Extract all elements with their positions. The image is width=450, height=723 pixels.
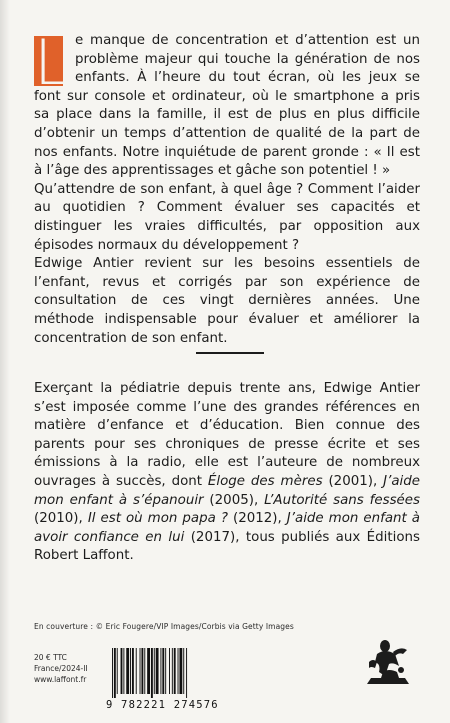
- synopsis-text-3: Edwige Antier revient sur les besoins essentiels de l’enfant, revus et corrigés par son expérience de consultation de ces vingt dernières années. Une méthode indispensable pour évaluer et améliorer la concentration de son enfant.: [34, 256, 420, 346]
- book-title-1: Éloge des mères: [207, 473, 323, 489]
- cover-credits: En couverture : © Eric Fougere/VIP Images/Corbis via Getty Images: [34, 622, 294, 631]
- barcode-bar: [121, 648, 123, 694]
- barcode-bar: [117, 648, 118, 694]
- book-year-4: (2012),: [227, 511, 287, 527]
- barcode-bar: [112, 648, 113, 698]
- barcode-bar: [156, 648, 159, 694]
- edition-label: France/2024-II: [34, 664, 88, 673]
- website-link[interactable]: www.laffont.fr: [34, 675, 87, 684]
- bio-intro: Exerçant la pédiatrie depuis trente ans, Edwige Antier s’est imposée comme l’une des grandes références en matière d’enfance et d’éducation. Bien connue des parents pour ses chroniques de presse écrite et ses émissions à la radio, elle est l’auteure de nombreux ouvrages à succès, dont: [34, 381, 420, 489]
- book-title-3: L’Autorité sans fessées: [264, 492, 420, 508]
- barcode-bar: [132, 648, 134, 694]
- book-year-5: (2017),: [184, 529, 246, 545]
- barcode-bar: [186, 648, 187, 698]
- dropcap-letter: L: [34, 26, 69, 99]
- section-separator: [196, 352, 264, 354]
- barcode-bar: [154, 648, 155, 694]
- book-year-2: (2005),: [203, 492, 265, 508]
- book-title-2: J’aide mon enfant à s’épanouir: [34, 473, 420, 508]
- book-year-1: (2001),: [322, 473, 384, 489]
- barcode-bar: [160, 648, 161, 694]
- barcode-bar: [169, 648, 170, 694]
- isbn-number: 9 782221 274576: [106, 699, 219, 711]
- barcode-bar: [162, 648, 164, 694]
- barcode-bar: [165, 648, 166, 694]
- author-bio: [34, 380, 420, 566]
- barcode-bar: [130, 648, 131, 694]
- barcode-bar: [174, 648, 176, 694]
- dropcap-block: [34, 26, 69, 99]
- barcode-bar: [147, 648, 150, 694]
- barcode-bars: [106, 648, 224, 698]
- barcode: [106, 648, 224, 711]
- barcode-bar: [141, 648, 143, 694]
- barcode-bar: [126, 648, 129, 694]
- book-year-3: (2010),: [34, 511, 88, 527]
- barcode-bar: [123, 648, 124, 694]
- barcode-bar: [183, 648, 184, 694]
- book-title-4: Il est où mon papa ?: [87, 511, 228, 527]
- bio-outro: tous publiés aux Éditions Robert Laffont.: [34, 529, 420, 564]
- barcode-bar: [179, 648, 182, 694]
- price-label: 20 € TTC: [34, 653, 67, 662]
- publisher-logo-icon: [363, 632, 413, 688]
- barcode-bar: [172, 648, 173, 694]
- book-title-5: J’aide mon enfant à avoir confiance en lui: [34, 511, 421, 545]
- barcode-bar: [136, 648, 137, 694]
- spine-shadow: [0, 0, 10, 723]
- barcode-bar: [140, 648, 141, 694]
- synopsis-text-2: Qu’attendre de son enfant, à quel âge ? Comment l’aider au quotidien ? Comment évaluer ses capacités et distinguer les vraies difficultés, par opposition aux épisodes normaux du développement ?: [34, 181, 420, 253]
- synopsis-text-1: e manque de concentration et d’attention est un problème majeur qui touche la génération de nos enfants. À l’heure du tout écran, où les jeux se font sur console et ordinateur, où le smartphone a pris sa place dans la famille, il est de plus en plus difficile d’obtenir un temps d’attention de qualité de la part de nos enfants. Notre inquiétude de parent gronde : « Il est à l’âge des apprentissages et gâche son potentiel ! »: [34, 33, 420, 179]
- barcode-bar: [151, 648, 153, 698]
- price-box: [34, 652, 88, 685]
- synopsis-paragraph: [34, 26, 420, 348]
- barcode-bar: [114, 648, 116, 698]
- barcode-bar: [178, 648, 179, 694]
- barcode-bar: [144, 648, 145, 694]
